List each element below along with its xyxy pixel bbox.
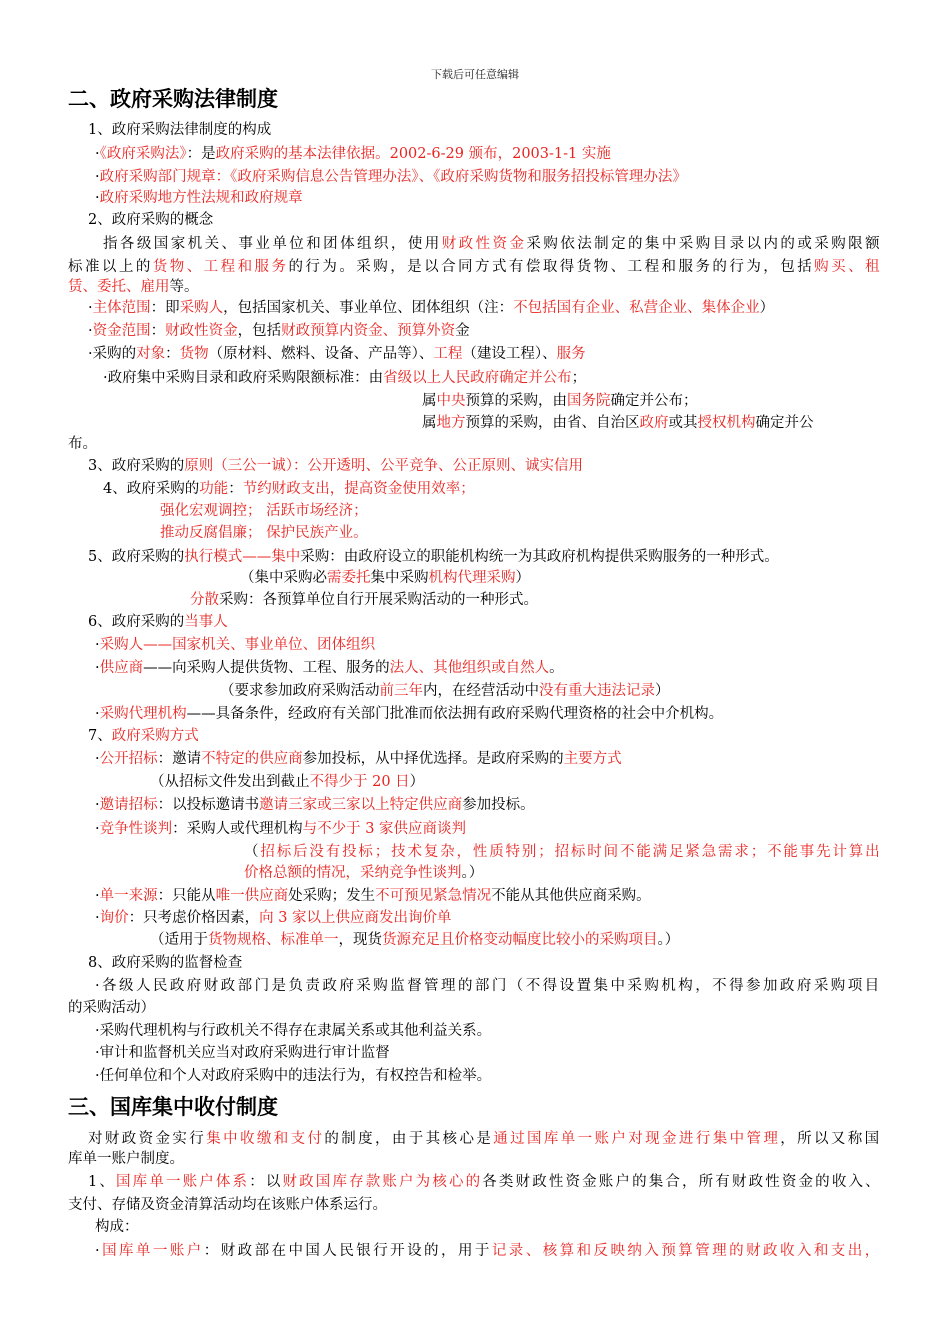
body-text: 确定并公布； [610,393,698,409]
text-line [422,414,814,432]
text-line [88,954,242,972]
highlighted-text: 货物规格、标准单一 [208,932,339,948]
body-text: ） [759,300,775,316]
text-line [422,392,698,410]
highlighted-text: 国库单一账户 [102,1243,204,1259]
body-text: 各类财政性资金账户的集合，所有财政性资金的收入、 [482,1174,882,1190]
text-line [95,820,466,838]
highlighted-text: 货源充足且价格变动幅度比较小的采购项目 [382,932,658,948]
text-line [68,258,882,276]
body-text: · [95,660,100,676]
body-text: ：即 [150,300,180,316]
body-text: · [95,821,100,837]
text-line [150,773,424,791]
text-line [95,1218,139,1236]
text-line [240,569,530,587]
body-text: 5、政府采购的 [88,549,185,565]
body-text: （从招标文件发出到截止 [150,774,310,790]
body-text: ：财政部在中国人民银行开设的，用于 [203,1243,492,1259]
body-text: 等。 [169,279,199,295]
body-text: ，现货 [338,932,382,948]
highlighted-text: 地方 [436,415,466,431]
highlighted-text: 《政府采购法》 [99,146,187,162]
text-line [88,1130,882,1148]
highlighted-text: 需委托 [327,570,371,586]
text-line [95,705,723,723]
body-text: 标准以上的 [68,259,153,275]
text-line [150,931,679,949]
body-text: ：是 [186,146,216,162]
text-line [88,613,228,631]
text-line [95,636,375,654]
body-text: · [95,706,100,722]
highlighted-text: 政府采购方式 [111,728,199,744]
body-text: 处采购；发生 [288,888,376,904]
highlighted-text: 唯一供应商 [215,888,289,904]
highlighted-text: 与不少于 3 家供应商谈判 [302,821,467,837]
highlighted-text: 采购人 [179,300,224,316]
body-text: ：只能从 [157,888,216,904]
text-line [88,299,774,317]
highlighted-text: 授权机构 [697,415,756,431]
text-line [95,189,303,207]
highlighted-text: 对象 [136,346,166,362]
highlighted-text: 招标后没有投标；技术复杂，性质特别；招标时间不能满足紧急需求；不能事先计算出 [260,844,882,860]
text-line [103,235,882,253]
highlighted-text: 不包括国有企业、私营企业、集体企业 [513,300,760,316]
highlighted-text: 原则（三公一诚）：公开透明、公平竞争、公正原则、诚实信用 [184,458,583,474]
body-text: ：邀请 [157,751,202,767]
highlighted-text: 不得少于 20 日 [309,774,410,790]
body-text: ·任何单位和个人对政府采购中的违法行为，有权控告和检举。 [95,1068,492,1084]
highlighted-text: 机构代理采购 [428,570,516,586]
body-text: 参加投标。 [462,797,535,813]
body-text: 属 [422,415,437,431]
text-line [68,1150,184,1168]
body-text: 或其 [668,415,698,431]
highlighted-text: 分散 [190,592,219,608]
text-line [95,796,535,814]
highlighted-text: 省级以上人民政府确定并公布 [383,370,572,386]
highlighted-text: 前三年 [379,683,423,699]
body-text: ——向采购人提供货物、工程、服务的 [143,660,390,676]
body-text: 内，在经营活动中 [423,683,539,699]
highlighted-text: 价格总额的情况，采纳竞争性谈判 [244,865,462,881]
body-text: ） [655,683,670,699]
text-line [68,435,97,453]
highlighted-text: 工程 [433,346,463,362]
body-text: · [95,751,100,767]
highlighted-text: 中央 [436,393,466,409]
highlighted-text: 不可预见紧急情况 [375,888,492,904]
body-text: 的行为。采购，是以合同方式有偿取得货物、工程和服务的行为，包括 [288,259,815,275]
body-text: ：采购人或代理机构 [172,821,303,837]
body-text: （要求参加政府采购活动 [220,683,380,699]
body-text: 预算的采购，由省、自治区 [465,415,640,431]
body-text: · [88,300,93,316]
text-line [88,345,586,363]
body-text: 8、政府采购的监督检查 [88,955,243,971]
body-text: ·采购代理机构与行政机关不得存在隶属关系或其他利益关系。 [95,1023,492,1039]
body-text: 。） [461,865,484,881]
body-text: · [88,323,93,339]
text-line [190,591,538,609]
body-text: ·政府集中采购目录和政府采购限额标准：由 [103,370,384,386]
body-text: ，包括国家机关、事业单位、团体组织（注： [223,300,514,316]
highlighted-text: 单一来源 [99,888,158,904]
highlighted-text: 主要方式 [563,751,622,767]
body-text: ： [150,323,166,339]
body-text: 采购：由政府设立的职能机构统一为其政府机构提供采购服务的一种形式。 [300,549,779,565]
text-line [88,211,213,229]
highlighted-text: 记录、核算和反映纳入预算管理的财政收入和支出， [491,1243,882,1259]
body-text: ： [228,481,243,497]
body-text: 参加投标，从中择优选择。是政府采购的 [302,751,564,767]
body-text: 的制度，由于其核心是 [324,1131,494,1147]
body-text: · [95,888,100,904]
body-text: 6、政府采购的 [88,614,185,630]
text-line [68,278,199,296]
highlighted-text: 通过国库单一账户对现金进行集中管理 [493,1131,781,1147]
body-text: 对财政资金实行 [88,1131,207,1147]
highlighted-text: 采购代理机构 [99,706,187,722]
body-text: · [95,169,100,185]
text-line [95,168,687,186]
text-line [160,524,368,542]
highlighted-text: 服务 [556,346,586,362]
body-text: （适用于 [150,932,208,948]
body-text: 2、政府采购的概念 [88,212,214,228]
body-text: 3、政府采购的 [88,458,185,474]
highlighted-text: 政府采购地方性法规和政府规章 [99,190,303,206]
text-line [68,999,155,1017]
highlighted-text: 功能 [199,481,229,497]
text-line [88,457,583,475]
highlighted-text: 采购人——国家机关、事业单位、团体组织 [99,637,376,653]
body-text: 采购依法制定的集中采购目录以内的或采购限额 [526,236,883,252]
body-text: 支付、存储及资金清算活动均在该账户体系运行。 [68,1197,387,1213]
highlighted-text: 主体范围 [92,300,151,316]
body-text: 集中采购 [370,570,429,586]
body-text: 1、 [88,1174,117,1190]
highlighted-text: 资金范围 [92,323,151,339]
text-line [95,977,882,995]
text-line [68,1196,387,1214]
text-line [244,864,483,882]
highlighted-text: 竞争性谈判 [99,821,173,837]
body-text: · [95,146,100,162]
body-text: ） [515,570,530,586]
text-line [88,548,779,566]
highlighted-text: 供应商 [99,660,144,676]
highlighted-text: 购买、租 [814,259,883,275]
highlighted-text: 政府采购部门规章：《政府采购信息公告管理办法》、《政府采购货物和服务招投标管理办法》 [99,169,687,185]
body-text: 1、政府采购法律制度的构成 [88,122,272,138]
highlighted-text: 政府 [639,415,669,431]
highlighted-text: 财政预算内资金、预算外资 [281,323,456,339]
body-text: · [95,190,100,206]
body-text: 4、政府采购的 [103,481,200,497]
highlighted-text: 邀请三家或三家以上特定供应商 [259,797,463,813]
highlighted-text: 财政性资金 [441,236,527,252]
body-text: · [95,637,100,653]
highlighted-text: 强化宏观调控； 活跃市场经济； [160,503,368,519]
body-text: （集中采购必 [240,570,327,586]
body-text: 库单一账户制度。 [68,1151,184,1167]
body-text: （ [244,844,261,860]
highlighted-text: 法人、其他组织或自然人 [389,660,550,676]
body-text: ·各级人民政府财政部门是负责政府采购监督管理的部门（不得设置集中采购机构，不得参加政府采购项目 [95,978,882,994]
body-text: 构成： [95,1219,139,1235]
highlighted-text: 向 3 家以上供应商发出询价单 [259,910,452,926]
highlighted-text: 不特定的供应商 [201,751,303,767]
text-line [95,909,452,927]
section-title: 三、国库集中收付制度 [68,1095,278,1119]
text-line [95,1067,491,1085]
highlighted-text: 推动反腐倡廉； 保护民族产业。 [160,525,368,541]
text-line [95,1242,882,1260]
highlighted-text: 政府采购的基本法律依据。2002-6-29 颁布，2003-1-1 实施 [215,146,611,162]
text-line [220,682,670,700]
body-text: （建设工程）、 [462,346,557,362]
highlighted-text: 节约财政支出，提高资金使用效率； [242,481,475,497]
text-line [88,1173,882,1191]
body-text: · [95,797,100,813]
highlighted-text: 货物、工程和服务 [152,259,289,275]
text-line [95,659,564,677]
body-text: ： [165,346,180,362]
body-text: 7、 [88,728,112,744]
highlighted-text: 国库单一账户体系 [116,1174,250,1190]
header-note: 下载后可任意编辑 [431,68,519,81]
body-text: （原材料、燃料、设备、产品等）、 [208,346,434,362]
section-title: 二、政府采购法律制度 [68,87,278,111]
highlighted-text: 当事人 [184,614,228,630]
body-text: ——具备条件，经政府有关部门批准而依法拥有政府采购代理资格的社会中介机构。 [186,706,724,722]
body-text: 布。 [68,436,97,452]
body-text: ·采购的 [88,346,137,362]
body-text: · [95,910,100,926]
body-text: 指各级国家机关、事业单位和团体组织，使用 [103,236,442,252]
body-text: ：以 [249,1174,283,1190]
body-text: 预算的采购，由 [465,393,567,409]
text-line [95,145,611,163]
text-line [95,1044,390,1062]
body-text: ·审计和监督机关应当对政府采购进行审计监督 [95,1045,390,1061]
body-text: ，包括 [237,323,282,339]
body-text: · [95,1243,103,1259]
highlighted-text: 没有重大违法记录 [539,683,655,699]
text-line [95,750,622,768]
body-text: 的采购活动） [68,1000,155,1016]
highlighted-text: 国务院 [567,393,611,409]
body-text: 属 [422,393,437,409]
body-text: ； [571,370,587,386]
body-text: 确定并公 [755,415,814,431]
body-text: 。） [657,932,680,948]
text-line [95,887,651,905]
text-line [88,121,271,139]
text-line [88,727,199,745]
text-line [95,1022,491,1040]
body-text: ，所以又称国 [780,1131,882,1147]
body-text: ：只考虑价格因素， [128,910,260,926]
highlighted-text: 邀请招标 [99,797,158,813]
body-text: 不能从其他供应商采购。 [491,888,651,904]
highlighted-text: 公开招标 [99,751,158,767]
highlighted-text: 询价 [99,910,129,926]
highlighted-text: 财政国库存款账户为核心的 [282,1174,483,1190]
body-text: ） [409,774,425,790]
highlighted-text: 执行模式——集中 [184,549,301,565]
body-text: 金 [455,323,470,339]
body-text: ：以投标邀请书 [157,797,260,813]
highlighted-text: 赁、委托、雇用 [68,279,170,295]
highlighted-text: 货物 [179,346,209,362]
text-line [160,502,368,520]
text-line [88,322,470,340]
text-line [244,843,882,861]
highlighted-text: 集中收缴和支付 [206,1131,325,1147]
highlighted-text: 财政性资金 [165,323,238,339]
text-line [103,369,586,387]
body-text: 采购：各预算单位自行开展采购活动的一种形式。 [219,592,538,608]
body-text: 。 [549,660,564,676]
text-line [103,480,475,498]
